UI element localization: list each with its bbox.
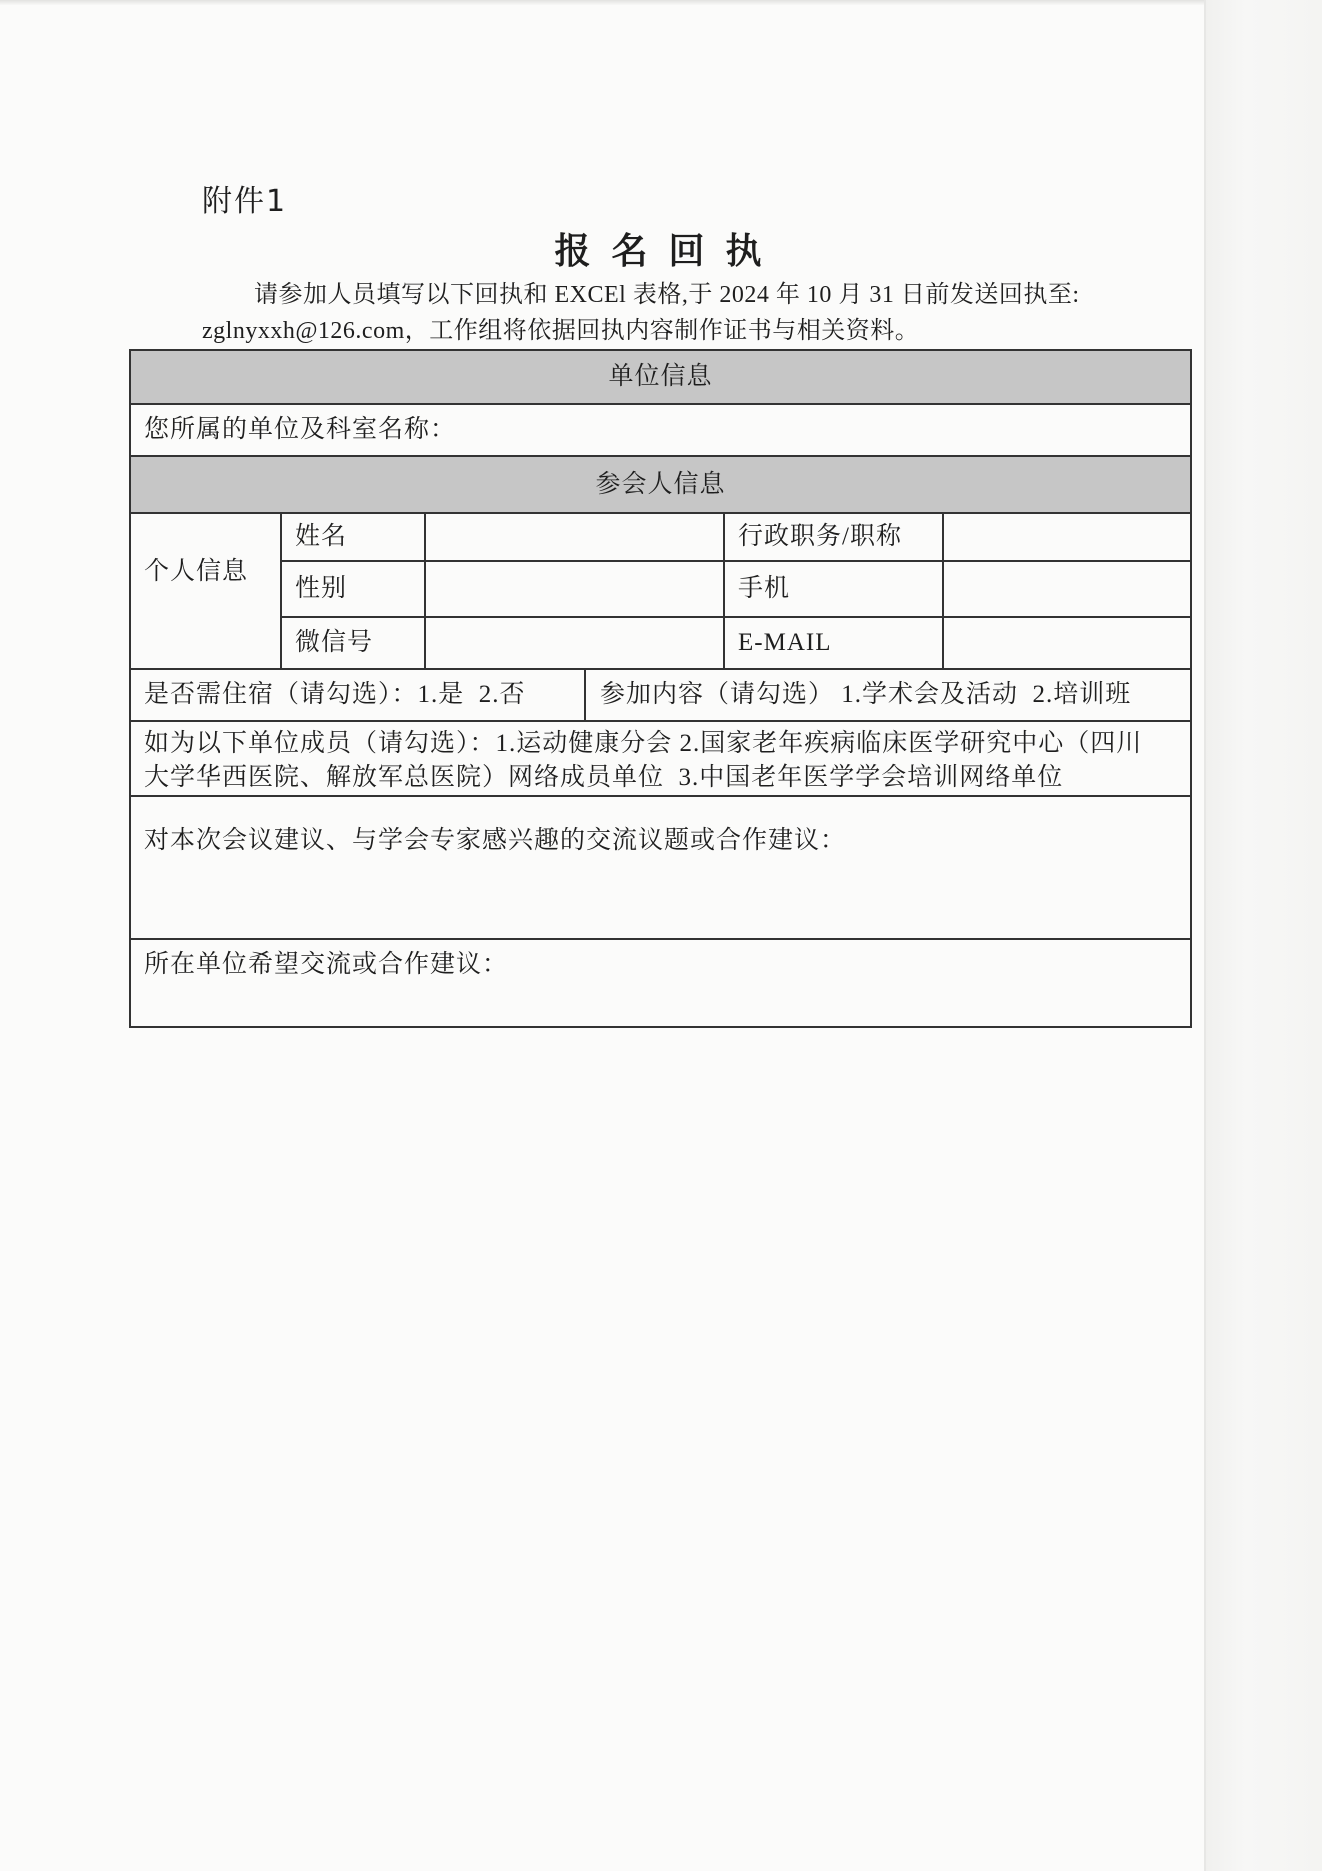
unit-info-header-row: [131, 351, 1190, 405]
instructions-line-1: 请参加人员填写以下回执和 EXCEl 表格,于 2024 年 10 月 31 日前发送回执至:: [254, 282, 1080, 308]
gender-value-cell: [426, 562, 725, 616]
scan-fold-line: [1204, 0, 1206, 1871]
job-title-value-cell: [944, 514, 1190, 560]
gender-mobile-row: [282, 562, 1190, 618]
accommodation-participation-row: [131, 670, 1190, 722]
unit-info-header: 单位信息: [608, 363, 713, 390]
scan-right-edge-shading: [1204, 0, 1322, 1871]
name-label: 姓名: [282, 514, 426, 560]
scan-top-edge: [0, 0, 1322, 5]
instructions-line-2: zglnyxxh@126.com，工作组将依据回执内容制作证书与相关资料。: [202, 318, 920, 344]
personal-info-label: 个人信息: [131, 514, 282, 668]
participant-info-header: 参会人信息: [595, 470, 726, 498]
meeting-suggestions-row: [131, 797, 1190, 940]
registration-receipt-table: [129, 349, 1192, 1028]
unit-name-label: 您所属的单位及科室名称：: [144, 416, 457, 443]
meeting-suggestions-label: 对本次会议建议、与学会专家感兴趣的交流议题或合作建议：: [144, 827, 847, 854]
name-value-cell: [426, 514, 725, 560]
unit-name-row: [131, 405, 1190, 457]
job-title-label: 行政职务/职称: [725, 514, 944, 560]
unit-cooperation-label: 所在单位希望交流或合作建议：: [144, 951, 509, 978]
email-value-cell: [944, 618, 1190, 668]
participant-info-header-row: [131, 457, 1190, 514]
wechat-label: 微信号: [282, 618, 426, 668]
wechat-email-row: [282, 618, 1190, 668]
wechat-value-cell: [426, 618, 725, 668]
personal-info-block: [131, 514, 1190, 670]
email-label: E-MAIL: [725, 618, 944, 668]
membership-options: [131, 722, 1190, 795]
membership-line-1: 如为以下单位成员（请勾选）：1.运动健康分会 2.国家老年疾病临床医学研究中心（四川: [144, 730, 1143, 757]
gender-label: 性别: [282, 562, 426, 616]
membership-row: [131, 722, 1190, 797]
accommodation-option: 是否需住宿（请勾选）：1.是 2.否: [131, 670, 586, 720]
unit-cooperation-row: [131, 940, 1190, 1026]
page-title: 报 名 回 执: [554, 231, 768, 271]
mobile-value-cell: [944, 562, 1190, 616]
personal-info-grid: [282, 514, 1190, 668]
mobile-label: 手机: [725, 562, 944, 616]
attachment-label: 附件1: [202, 184, 288, 219]
participation-option: 参加内容（请勾选） 1.学术会及活动 2.培训班: [600, 681, 1132, 708]
membership-line-2: 大学华西医院、解放军总医院）网络成员单位 3.中国老年医学学会培训网络单位: [144, 764, 1064, 791]
name-title-row: [282, 514, 1190, 562]
